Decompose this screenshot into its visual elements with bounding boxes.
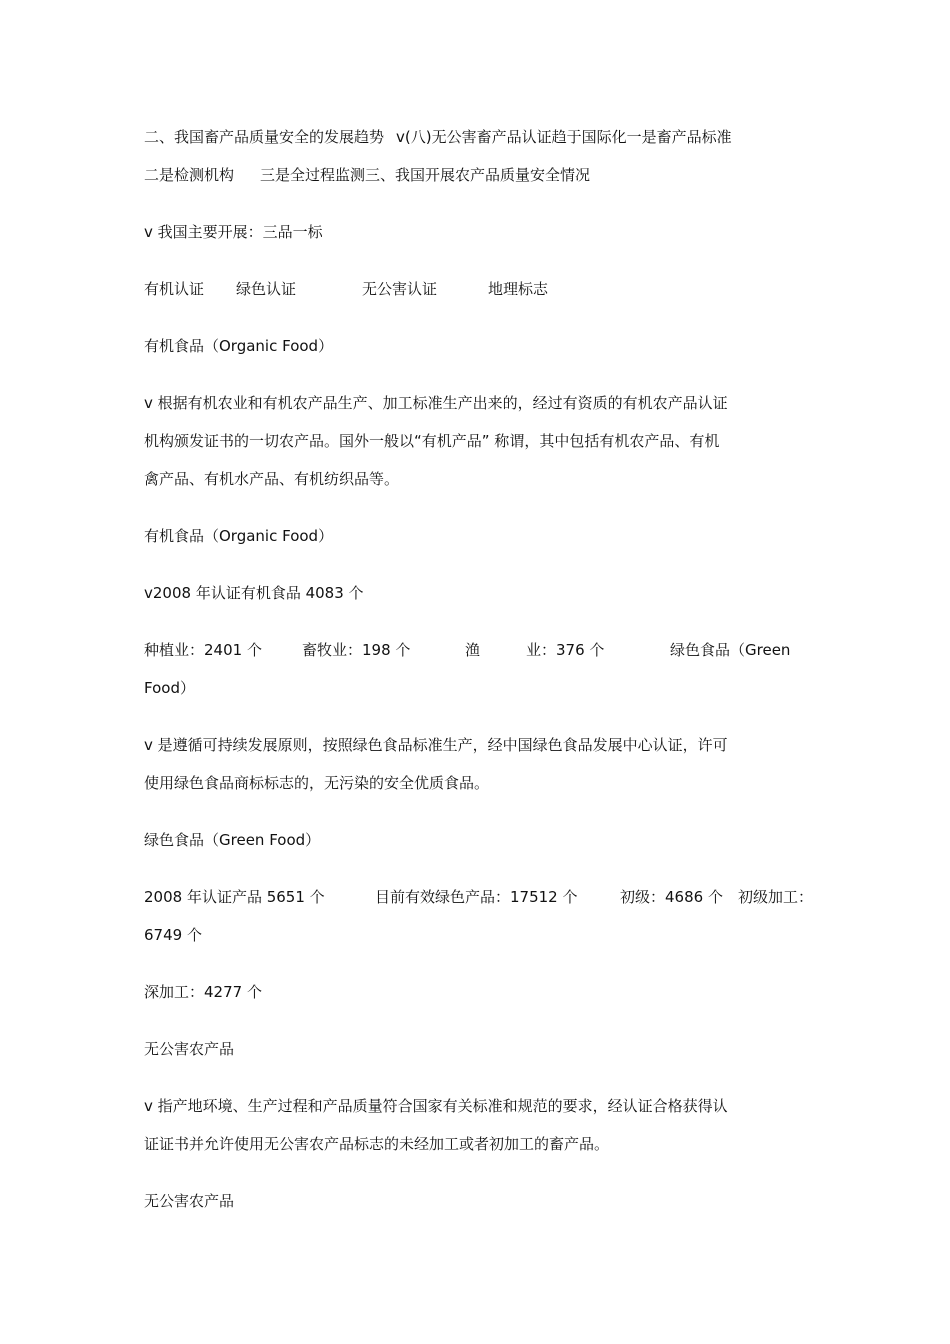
heading-green-food-inline: 绿色食品（Green <box>670 641 791 659</box>
paragraph-green-def-line1: v 是遵循可持续发展原则，按照绿色食品标准生产，经中国绿色食品发展中心认证，许可 <box>144 736 728 754</box>
stat-green-primary-processing-value: 6749 个 <box>144 926 202 944</box>
heading-green-food-inline-end: Food） <box>144 679 195 697</box>
paragraph-organic-def-line1: v 根据有机农业和有机农产品生产、加工标准生产出来的，经过有资质的有机农产品认证 <box>144 394 728 412</box>
paragraph-main-programs: v 我国主要开展：三品一标 <box>144 223 323 241</box>
cert-pollution-free: 无公害认证 <box>362 280 438 298</box>
paragraph-organic-2008: v2008 年认证有机食品 4083 个 <box>144 584 364 602</box>
stat-livestock: 畜牧业：198 个 <box>302 641 411 659</box>
stat-green-deep-processing: 深加工：4277 个 <box>144 983 262 1001</box>
paragraph-trend-line2 <box>144 156 810 194</box>
stat-green-primary-processing: 初级加工： <box>738 888 814 906</box>
stat-green-primary: 初级：4686 个 <box>620 888 723 906</box>
stat-fishery-char: 渔 <box>465 641 481 659</box>
paragraph-green-def-line2: 使用绿色食品商标标志的，无污染的安全优质食品。 <box>144 774 490 792</box>
heading-pollution-free: 无公害农产品 <box>144 1040 235 1058</box>
stats-row-green <box>144 878 814 916</box>
paragraph-trend-line1 <box>144 118 810 156</box>
heading-pollution-free-2: 无公害农产品 <box>144 1192 235 1210</box>
heading-organic-food: 有机食品（Organic Food） <box>144 337 334 355</box>
stat-fishery: 业：376 个 <box>526 641 605 659</box>
cert-green: 绿色认证 <box>236 280 297 298</box>
stat-planting: 种植业：2401 个 <box>144 641 262 659</box>
paragraph-pollution-free-def-line1: v 指产地环境、生产过程和产品质量符合国家有关标准和规范的要求，经认证合格获得认 <box>144 1097 728 1115</box>
cert-geographic: 地理标志 <box>488 280 549 298</box>
text-segment: 二是检测机构 <box>144 166 235 184</box>
text-segment: 二、我国畜产品质量安全的发展趋势 <box>144 128 385 146</box>
heading-green-food: 绿色食品（Green Food） <box>144 831 321 849</box>
paragraph-pollution-free-def-line2: 证证书并允许使用无公害农产品标志的未经加工或者初加工的畜产品。 <box>144 1135 610 1153</box>
text-segment: 三是全过程监测三、我国开展农产品质量安全情况 <box>260 166 591 184</box>
paragraph-organic-def-line2: 机构颁发证书的一切农产品。国外一般以“有机产品” 称谓，其中包括有机农产品、有机 <box>144 432 720 450</box>
paragraph-organic-def-line3: 禽产品、有机水产品、有机纺织品等。 <box>144 470 400 488</box>
stat-green-2008: 2008 年认证产品 5651 个 <box>144 888 325 906</box>
cert-organic: 有机认证 <box>144 280 205 298</box>
document-page <box>144 118 814 1220</box>
stats-row-organic <box>144 631 810 669</box>
certification-types-row <box>144 270 810 308</box>
heading-organic-food-2: 有机食品（Organic Food） <box>144 527 334 545</box>
stat-green-valid: 目前有效绿色产品：17512 个 <box>375 888 578 906</box>
text-segment: v(八)无公害畜产品认证趋于国际化一是畜产品标准 <box>396 128 732 146</box>
